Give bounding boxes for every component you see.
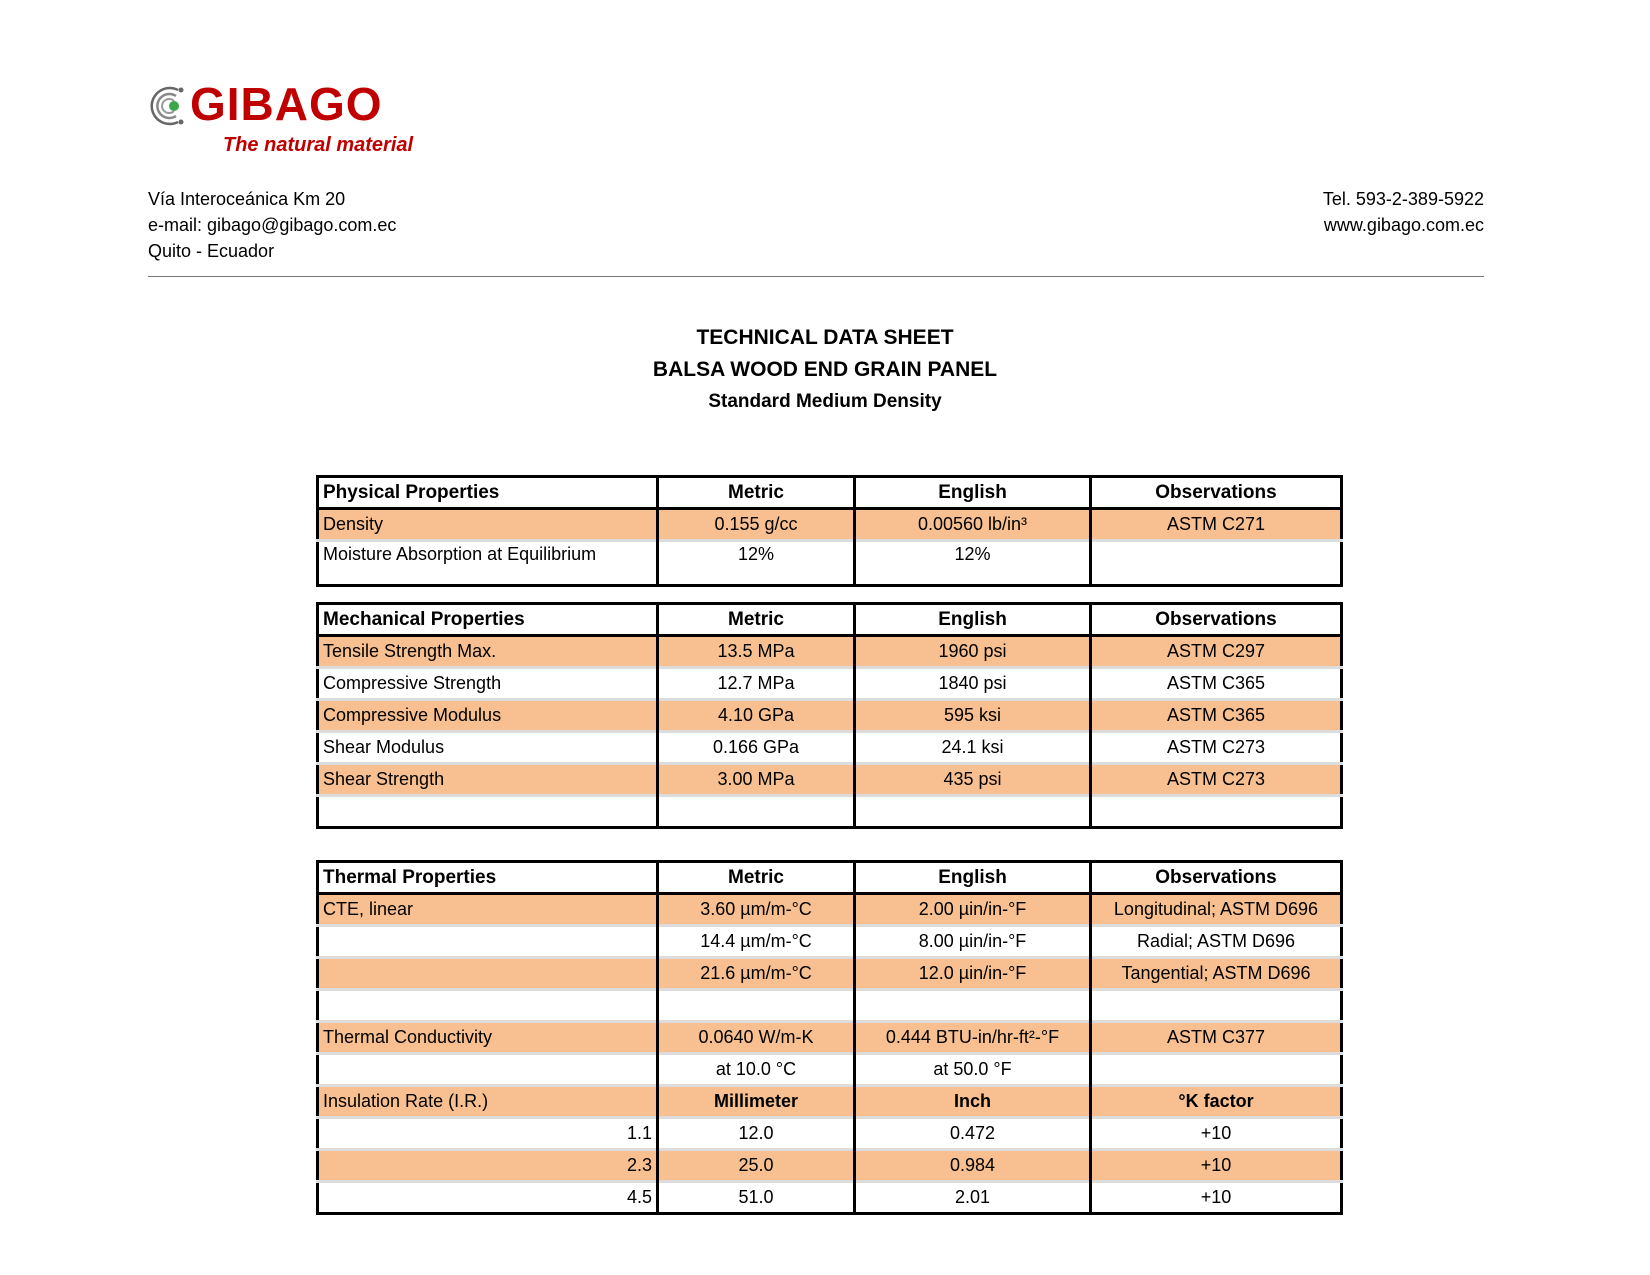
cell-observations: ASTM C377 (1091, 1022, 1342, 1054)
cell-observations (1091, 990, 1342, 1022)
cell-observations (1091, 796, 1342, 828)
cell-property: Compressive Modulus (318, 700, 658, 732)
header-property: Physical Properties (318, 477, 658, 509)
table-row (318, 541, 1342, 586)
cell-english: 0.472 (855, 1118, 1091, 1150)
city-line: Quito - Ecuador (148, 241, 275, 261)
cell-property (318, 926, 658, 958)
cell-english: 12% (855, 541, 1091, 586)
cell-observations: ASTM C297 (1091, 636, 1342, 668)
cell-property: Moisture Absorption at Equilibrium (318, 541, 658, 586)
thermal-properties-table (316, 860, 1343, 1215)
cell-metric (658, 796, 855, 828)
cell-english: 1840 psi (855, 668, 1091, 700)
cell-metric: 51.0 (658, 1182, 855, 1214)
email-line: e-mail: gibago@gibago.com.ec (148, 215, 397, 235)
header-english: English (855, 604, 1091, 636)
logo-tagline: The natural material (223, 134, 414, 156)
cell-metric: 3.00 MPa (658, 764, 855, 796)
cell-property: Tensile Strength Max. (318, 636, 658, 668)
header-english: English (855, 862, 1091, 894)
table-row (318, 1022, 1342, 1054)
cell-english: Inch (855, 1086, 1091, 1118)
table-row (318, 668, 1342, 700)
cell-property: Thermal Conductivity (318, 1022, 658, 1054)
cell-metric: at 10.0 °C (658, 1054, 855, 1086)
cell-property (318, 1054, 658, 1086)
cell-metric: 4.10 GPa (658, 700, 855, 732)
cell-observations: +10 (1091, 1118, 1342, 1150)
header-metric: Metric (658, 604, 855, 636)
cell-observations: ASTM C365 (1091, 700, 1342, 732)
cell-english: 595 ksi (855, 700, 1091, 732)
document-titles (0, 322, 1650, 418)
document-title: TECHNICAL DATA SHEET (696, 326, 954, 349)
cell-property: 1.1 (318, 1118, 658, 1150)
table-header-row (318, 477, 1342, 509)
table-row (318, 926, 1342, 958)
header-property: Mechanical Properties (318, 604, 658, 636)
header-observations: Observations (1091, 604, 1342, 636)
cell-metric: 0.0640 W/m-K (658, 1022, 855, 1054)
table-header-row (318, 862, 1342, 894)
logo-swirl-icon (148, 84, 188, 128)
cell-english: 0.444 BTU-in/hr-ft²-°F (855, 1022, 1091, 1054)
header-metric: Metric (658, 862, 855, 894)
table-row (318, 796, 1342, 828)
cell-english: 2.00 µin/in-°F (855, 894, 1091, 926)
company-contact (1323, 186, 1484, 238)
cell-observations: ASTM C273 (1091, 732, 1342, 764)
cell-metric: 0.155 g/cc (658, 509, 855, 541)
cell-english: 24.1 ksi (855, 732, 1091, 764)
physical-properties-table (316, 475, 1343, 587)
cell-observations: +10 (1091, 1150, 1342, 1182)
cell-observations (1091, 541, 1342, 586)
cell-property (318, 990, 658, 1022)
table-row (318, 894, 1342, 926)
cell-observations: Radial; ASTM D696 (1091, 926, 1342, 958)
table-row (318, 732, 1342, 764)
cell-metric: 25.0 (658, 1150, 855, 1182)
table-row (318, 700, 1342, 732)
cell-property: Shear Strength (318, 764, 658, 796)
cell-metric: 12.7 MPa (658, 668, 855, 700)
address-line: Vía Interoceánica Km 20 (148, 189, 346, 209)
header-english: English (855, 477, 1091, 509)
cell-property (318, 796, 658, 828)
cell-observations (1091, 1054, 1342, 1086)
product-name: BALSA WOOD END GRAIN PANEL (652, 358, 998, 381)
table-row (318, 509, 1342, 541)
cell-observations: +10 (1091, 1182, 1342, 1214)
table-row (318, 1118, 1342, 1150)
cell-observations: ASTM C271 (1091, 509, 1342, 541)
phone-number: Tel. 593-2-389-5922 (1322, 189, 1484, 209)
cell-metric: 0.166 GPa (658, 732, 855, 764)
header-observations: Observations (1091, 862, 1342, 894)
header-property: Thermal Properties (318, 862, 658, 894)
cell-english: 435 psi (855, 764, 1091, 796)
mechanical-properties-table (316, 602, 1343, 829)
cell-english: 2.01 (855, 1182, 1091, 1214)
company-address (148, 186, 396, 264)
cell-property: 4.5 (318, 1182, 658, 1214)
cell-english (855, 796, 1091, 828)
cell-metric: 21.6 µm/m-°C (658, 958, 855, 990)
table-row (318, 1086, 1342, 1118)
table-row (318, 1054, 1342, 1086)
table-row (318, 958, 1342, 990)
cell-property: Insulation Rate (I.R.) (318, 1086, 658, 1118)
cell-metric: 12.0 (658, 1118, 855, 1150)
table-row (318, 764, 1342, 796)
header-divider (148, 276, 1484, 277)
cell-property: CTE, linear (318, 894, 658, 926)
cell-property: Shear Modulus (318, 732, 658, 764)
cell-metric: Millimeter (658, 1086, 855, 1118)
cell-english (855, 990, 1091, 1022)
header-metric: Metric (658, 477, 855, 509)
cell-observations: °K factor (1091, 1086, 1342, 1118)
table-row (318, 990, 1342, 1022)
logo-wordmark: GIBAGO (190, 78, 383, 130)
cell-metric: 14.4 µm/m-°C (658, 926, 855, 958)
company-logo (148, 80, 448, 160)
cell-metric: 12% (658, 541, 855, 586)
cell-observations: ASTM C273 (1091, 764, 1342, 796)
table-row (318, 636, 1342, 668)
product-grade: Standard Medium Density (708, 391, 942, 412)
cell-observations: Tangential; ASTM D696 (1091, 958, 1342, 990)
table-row (318, 1182, 1342, 1214)
table-row (318, 1150, 1342, 1182)
cell-metric: 3.60 µm/m-°C (658, 894, 855, 926)
cell-english: 0.00560 lb/in³ (855, 509, 1091, 541)
cell-property: Density (318, 509, 658, 541)
table-header-row (318, 604, 1342, 636)
cell-metric: 13.5 MPa (658, 636, 855, 668)
cell-english: 12.0 µin/in-°F (855, 958, 1091, 990)
cell-english: 1960 psi (855, 636, 1091, 668)
cell-english: 8.00 µin/in-°F (855, 926, 1091, 958)
header-observations: Observations (1091, 477, 1342, 509)
cell-english: at 50.0 °F (855, 1054, 1091, 1086)
cell-metric (658, 990, 855, 1022)
cell-observations: Longitudinal; ASTM D696 (1091, 894, 1342, 926)
cell-property: 2.3 (318, 1150, 658, 1182)
cell-property: Compressive Strength (318, 668, 658, 700)
website-link[interactable]: www.gibago.com.ec (1323, 215, 1484, 235)
cell-observations: ASTM C365 (1091, 668, 1342, 700)
cell-english: 0.984 (855, 1150, 1091, 1182)
cell-property (318, 958, 658, 990)
